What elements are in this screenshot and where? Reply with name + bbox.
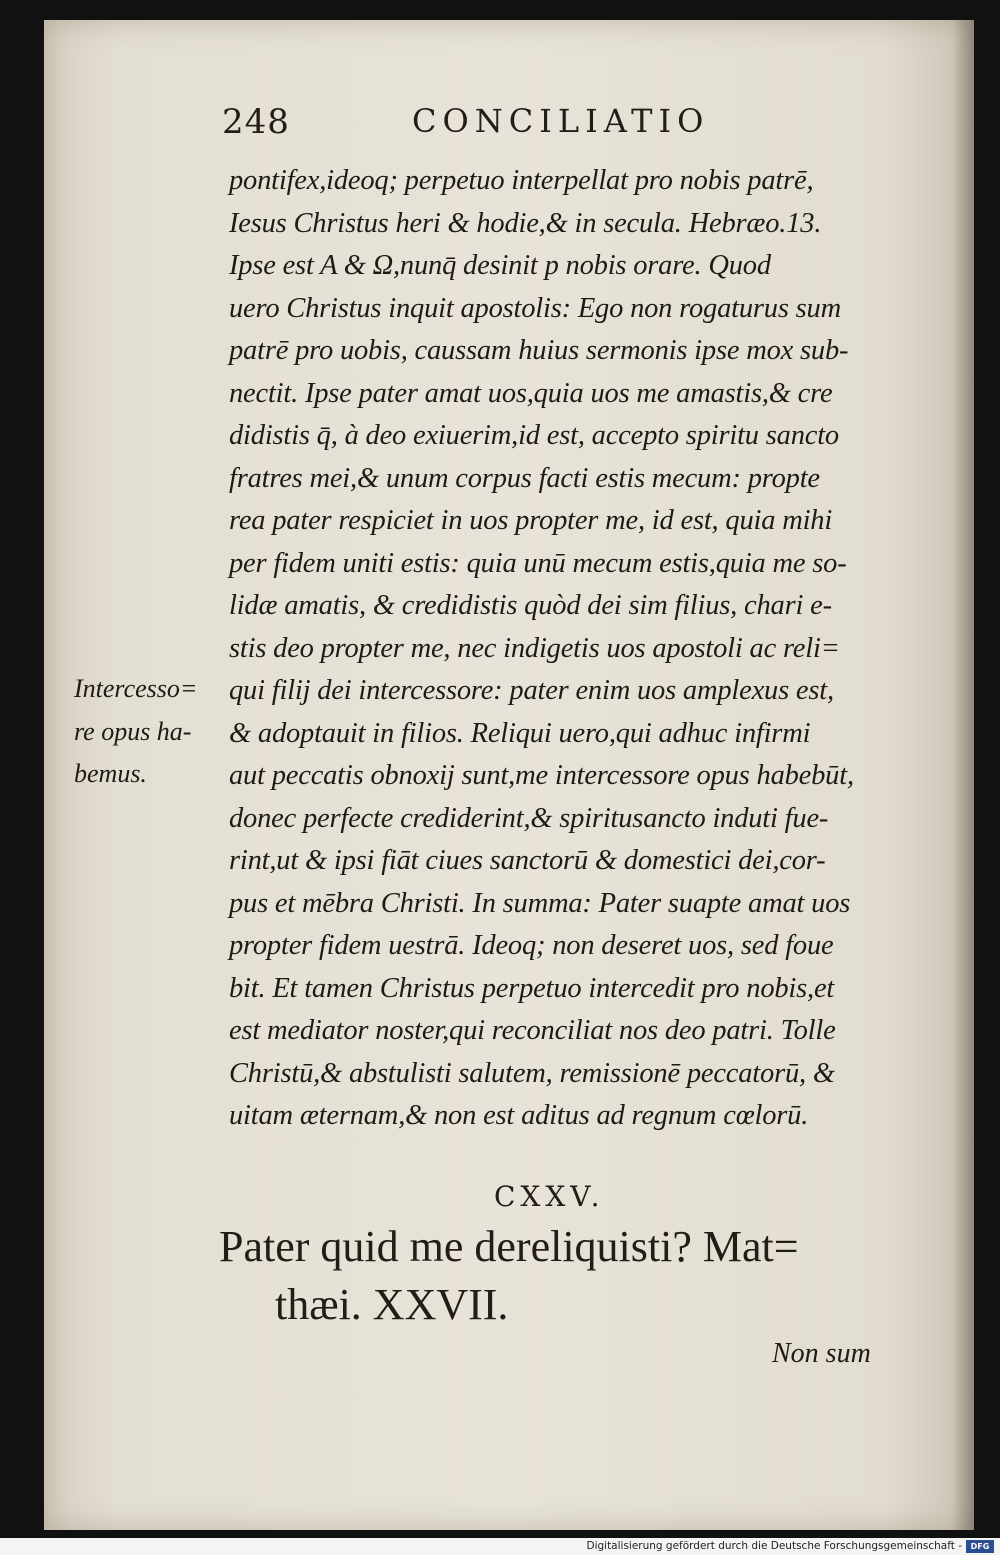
- text-line: pus et mēbra Christi. In summa: Pater suapte amat uos: [229, 887, 851, 919]
- marginal-note-line: bemus.: [74, 759, 147, 788]
- text-line: est mediator noster,qui reconciliat nos deo patri. Tolle: [229, 1015, 836, 1046]
- marginal-note: [74, 668, 214, 796]
- text-line: Iesus Christus heri & hodie,& in secula. Hebræo.13.: [229, 207, 822, 239]
- chapter-title-line: Pater quid me dereliquisti? Mat=: [219, 1222, 799, 1271]
- text-line: uero Christus inquit apostolis: Ego non rogaturus sum: [229, 292, 841, 324]
- text-line: stis deo propter me, nec indigetis uos apostoli ac reli=: [229, 632, 840, 664]
- book-page: [44, 20, 974, 1530]
- text-line: aut peccatis obnoxij sunt,me intercessore opus habebūt,: [229, 760, 854, 791]
- text-line: qui filij dei intercessore: pater enim uos amplexus est,: [229, 675, 834, 706]
- dfg-logo: DFG: [966, 1540, 994, 1553]
- page-number: 248: [222, 102, 290, 142]
- text-line: Christū,& abstulisti salutem, remissionē peccatorū, &: [229, 1057, 835, 1089]
- text-line: uitam æternam,& non est aditus ad regnum cœlorū.: [229, 1100, 809, 1131]
- text-line: bit. Et tamen Christus perpetuo intercedit pro nobis,et: [229, 972, 835, 1004]
- text-line: patrē pro uobis, caussam huius sermonis ipse mox sub-: [229, 335, 849, 366]
- text-line: rea pater respiciet in uos propter me, id est, quia mihi: [229, 505, 833, 536]
- text-line: nectit. Ipse pater amat uos,quia uos me amastis,& cre: [229, 377, 833, 409]
- catchword: Non sum: [772, 1338, 871, 1369]
- chapter-title: [219, 1218, 919, 1334]
- marginal-note-line: re opus ha-: [74, 716, 192, 746]
- running-title: CONCILIATIO: [412, 102, 710, 140]
- funding-credit: Digitalisierung gefördert durch die Deutsche Forschungsgemeinschaft -: [586, 1540, 962, 1552]
- text-line: didistis q̄, à deo exiuerim,id est, accepto spiritu sancto: [229, 420, 839, 451]
- digitization-footer: [0, 1538, 1000, 1555]
- page-gutter-shadow: [952, 20, 974, 1530]
- page-header: [222, 102, 742, 152]
- text-line: propter fidem uestrā. Ideoq; non deseret uos, sed foue: [229, 930, 834, 961]
- text-line: rint,ut & ipsi fiāt ciues sanctorū & domestici dei,cor-: [229, 845, 826, 876]
- marginal-note-line: Intercesso=: [74, 674, 198, 703]
- text-line: lidæ amatis, & credidistis quòd dei sim filius, chari e-: [229, 590, 832, 621]
- text-line: per fidem uniti estis: quia unū mecum estis,quia me so-: [229, 547, 847, 579]
- chapter-title-line: thæi. XXVII.: [275, 1280, 509, 1329]
- text-line: fratres mei,& unum corpus facti estis mecum: propte: [229, 462, 820, 494]
- text-line: & adoptauit in filios. Reliqui uero,qui adhuc infirmi: [229, 717, 811, 749]
- text-line: Ipse est A & Ω,nunq̄ desinit p nobis orare. Quod: [229, 250, 771, 281]
- chapter-number: CXXV.: [494, 1180, 605, 1213]
- text-line: donec perfecte crediderint,& spiritusancto induti fue-: [229, 802, 829, 834]
- body-text: [229, 160, 949, 1138]
- text-line: pontifex,ideoq; perpetuo interpellat pro nobis patrē,: [229, 165, 814, 196]
